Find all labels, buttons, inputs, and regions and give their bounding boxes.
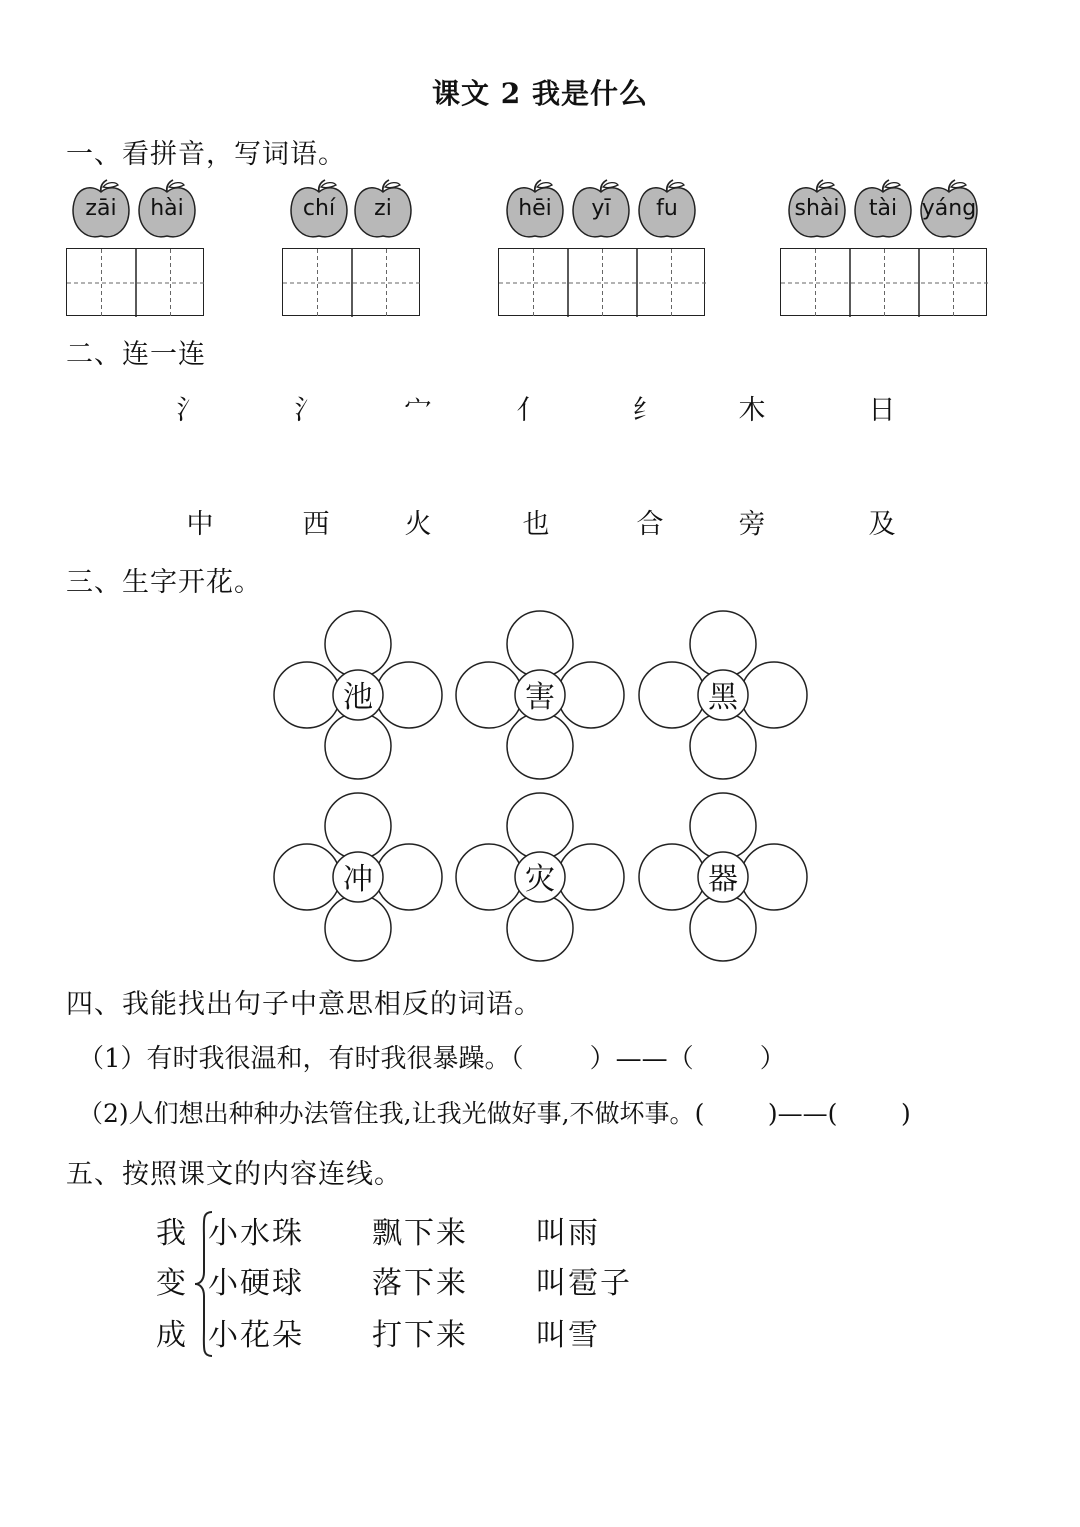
pinyin-syllable: fu [656, 196, 678, 221]
match-item-col3[interactable]: 叫雹子 [536, 1266, 632, 1301]
match-item-col3[interactable]: 叫雨 [536, 1216, 600, 1251]
flower-center-char: 冲 [343, 862, 373, 897]
section-5-heading: 五、按照课文的内容连线。 [66, 1159, 402, 1190]
answer-blank[interactable]: ( )——( ) [694, 1099, 911, 1128]
apple-icon [504, 178, 566, 242]
radical-item[interactable]: 亻 [516, 395, 544, 426]
apple-icon [352, 178, 414, 242]
pinyin-syllable: yáng [921, 196, 977, 221]
flower-diagram [455, 610, 625, 780]
apple-icon [136, 178, 198, 242]
flower-diagram [273, 792, 443, 962]
match-item-col1[interactable]: 小水珠 [208, 1216, 304, 1251]
apple-icon [636, 178, 698, 242]
apple-icon [786, 178, 848, 242]
answer-blank[interactable]: （ ）——（ ） [510, 1044, 786, 1074]
component-item[interactable]: 也 [522, 509, 550, 540]
apple-icon [70, 178, 132, 242]
pinyin-syllable: zi [374, 196, 392, 221]
apple-icon [852, 178, 914, 242]
question-text: （1）有时我很温和，有时我很暴躁。 [78, 1044, 511, 1074]
match-item-col1[interactable]: 小花朵 [208, 1318, 304, 1353]
pinyin-syllable: chí [302, 196, 336, 221]
flower-diagram [638, 610, 808, 780]
pinyin-syllable: tài [868, 196, 898, 221]
question-2 [78, 1094, 911, 1130]
component-item[interactable]: 中 [186, 509, 214, 540]
flower-center-char: 灾 [525, 862, 555, 897]
component-item[interactable]: 旁 [738, 509, 766, 540]
subject-char: 变 [156, 1266, 188, 1301]
match-item-col1[interactable]: 小硬球 [208, 1266, 304, 1301]
flower-center-char: 黑 [708, 680, 738, 715]
writing-grid[interactable] [780, 248, 987, 316]
flower-center-char: 器 [708, 862, 738, 897]
radical-item[interactable]: 氵 [294, 395, 322, 426]
match-item-col2[interactable]: 飘下来 [372, 1216, 468, 1251]
subject-char: 我 [156, 1216, 188, 1251]
flower-center-char: 害 [525, 680, 555, 715]
component-item[interactable]: 火 [404, 509, 432, 540]
radical-item[interactable]: 木 [738, 395, 766, 426]
flower-diagram [455, 792, 625, 962]
component-item[interactable]: 及 [868, 509, 896, 540]
section-1-heading: 一、看拼音，写词语。 [66, 139, 346, 170]
writing-grid[interactable] [498, 248, 705, 316]
writing-grid[interactable] [282, 248, 420, 316]
radical-item[interactable]: 纟 [632, 395, 660, 426]
pinyin-syllable: yī [591, 196, 611, 221]
apple-icon [570, 178, 632, 242]
radical-item[interactable]: 氵 [176, 395, 204, 426]
match-item-col3[interactable]: 叫雪 [536, 1318, 600, 1353]
subject-char: 成 [156, 1318, 188, 1353]
pinyin-row [0, 178, 1080, 242]
component-item[interactable]: 合 [636, 509, 664, 540]
pinyin-syllable: shài [794, 196, 840, 221]
radical-item[interactable]: 宀 [404, 395, 432, 426]
section-4-heading: 四、我能找出句子中意思相反的词语。 [66, 989, 542, 1020]
pinyin-syllable: zāi [85, 196, 117, 221]
writing-grid[interactable] [66, 248, 204, 316]
radical-item[interactable]: 日 [868, 395, 896, 426]
question-1 [78, 1038, 786, 1075]
apple-icon [918, 178, 980, 242]
match-item-col2[interactable]: 打下来 [372, 1318, 468, 1353]
match-item-col2[interactable]: 落下来 [372, 1266, 468, 1301]
question-text: （2)人们想出种种办法管住我,让我光做好事,不做坏事。 [78, 1099, 695, 1128]
section-2-heading: 二、连一连 [66, 339, 206, 370]
flower-diagram [273, 610, 443, 780]
flower-center-char: 池 [343, 680, 373, 715]
apple-icon [288, 178, 350, 242]
pinyin-syllable: hēi [518, 196, 552, 221]
page-title: 课文 2 我是什么 [432, 77, 648, 110]
pinyin-syllable: hài [150, 196, 184, 221]
component-item[interactable]: 西 [302, 509, 330, 540]
section-3-heading: 三、生字开花。 [66, 567, 262, 598]
flower-diagram [638, 792, 808, 962]
